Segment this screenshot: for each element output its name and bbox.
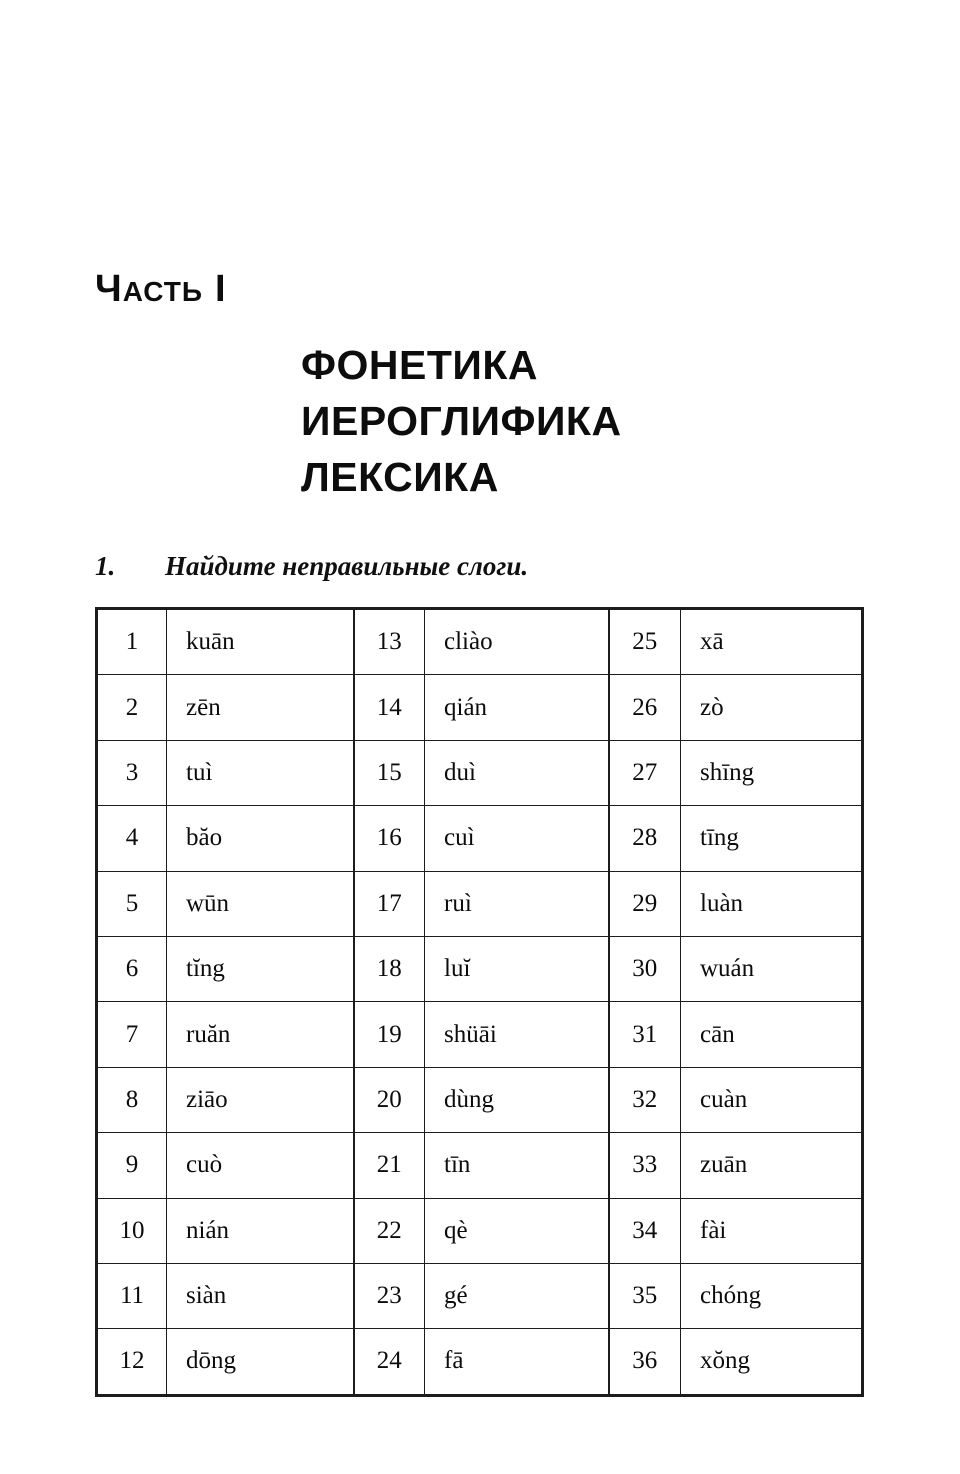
cell-number: 32 (609, 1067, 681, 1132)
cell-syllable: fā (425, 1329, 609, 1395)
cell-number: 30 (609, 936, 681, 1001)
exercise-number: 1. (95, 551, 116, 581)
cell-syllable: băo (167, 806, 354, 871)
table-row (97, 740, 863, 805)
exercise-heading (95, 551, 865, 582)
cell-number: 6 (97, 936, 167, 1001)
cell-syllable: tīn (425, 1133, 609, 1198)
cell-number: 11 (97, 1263, 167, 1328)
part-heading-numeral: I (214, 268, 227, 310)
table-row (97, 1329, 863, 1395)
cell-syllable: xŏng (681, 1329, 863, 1395)
cell-number: 29 (609, 871, 681, 936)
cell-syllable: wūn (167, 871, 354, 936)
table-row (97, 1067, 863, 1132)
cell-number: 12 (97, 1329, 167, 1395)
section-title-line-2: ИЕРОГЛИФИКА (301, 398, 622, 444)
cell-number: 25 (609, 609, 681, 675)
cell-number: 1 (97, 609, 167, 675)
table-row (97, 871, 863, 936)
cell-syllable: qián (425, 675, 609, 740)
cell-syllable: tuì (167, 740, 354, 805)
cell-number: 16 (354, 806, 425, 871)
cell-number: 10 (97, 1198, 167, 1263)
section-title-line-3: ЛЕКСИКА (301, 454, 499, 500)
cell-number: 13 (354, 609, 425, 675)
cell-syllable: ruăn (167, 1002, 354, 1067)
cell-number: 31 (609, 1002, 681, 1067)
cell-syllable: tīng (681, 806, 863, 871)
table-row (97, 1198, 863, 1263)
cell-number: 4 (97, 806, 167, 871)
part-heading-smallcaps: АСТЬ (122, 276, 203, 307)
cell-syllable: ruì (425, 871, 609, 936)
table-row (97, 609, 863, 675)
cell-syllable: shüāi (425, 1002, 609, 1067)
cell-syllable: cliào (425, 609, 609, 675)
table-row (97, 1133, 863, 1198)
syllable-table (95, 607, 864, 1397)
cell-number: 36 (609, 1329, 681, 1395)
cell-syllable: xā (681, 609, 863, 675)
cell-syllable: cuì (425, 806, 609, 871)
cell-number: 24 (354, 1329, 425, 1395)
cell-syllable: luĭ (425, 936, 609, 1001)
cell-syllable: duì (425, 740, 609, 805)
cell-number: 18 (354, 936, 425, 1001)
cell-syllable: siàn (167, 1263, 354, 1328)
cell-syllable: cuàn (681, 1067, 863, 1132)
cell-number: 34 (609, 1198, 681, 1263)
cell-syllable: gé (425, 1263, 609, 1328)
cell-number: 7 (97, 1002, 167, 1067)
cell-number: 22 (354, 1198, 425, 1263)
cell-syllable: fài (681, 1198, 863, 1263)
cell-number: 33 (609, 1133, 681, 1198)
cell-number: 35 (609, 1263, 681, 1328)
section-title-line-1: ФОНЕТИКА (301, 342, 538, 388)
cell-number: 27 (609, 740, 681, 805)
cell-syllable: zēn (167, 675, 354, 740)
cell-syllable: wuán (681, 936, 863, 1001)
cell-number: 14 (354, 675, 425, 740)
cell-syllable: chóng (681, 1263, 863, 1328)
table-row (97, 1263, 863, 1328)
exercise-instruction: Найдите неправильные слоги. (165, 551, 529, 581)
cell-number: 9 (97, 1133, 167, 1198)
cell-syllable: zuān (681, 1133, 863, 1198)
cell-syllable: dùng (425, 1067, 609, 1132)
cell-syllable: cān (681, 1002, 863, 1067)
cell-number: 21 (354, 1133, 425, 1198)
cell-number: 28 (609, 806, 681, 871)
cell-syllable: luàn (681, 871, 863, 936)
cell-syllable: tĭng (167, 936, 354, 1001)
cell-syllable: ziāo (167, 1067, 354, 1132)
cell-number: 20 (354, 1067, 425, 1132)
table-row (97, 675, 863, 740)
cell-syllable: dōng (167, 1329, 354, 1395)
syllable-table-body (97, 609, 863, 1396)
cell-syllable: shīng (681, 740, 863, 805)
cell-syllable: cuò (167, 1133, 354, 1198)
cell-syllable: qè (425, 1198, 609, 1263)
table-row (97, 806, 863, 871)
section-title (301, 337, 622, 505)
cell-number: 19 (354, 1002, 425, 1067)
part-heading (95, 268, 227, 311)
cell-syllable: kuān (167, 609, 354, 675)
cell-number: 3 (97, 740, 167, 805)
cell-syllable: nián (167, 1198, 354, 1263)
cell-syllable: zò (681, 675, 863, 740)
cell-number: 2 (97, 675, 167, 740)
cell-number: 23 (354, 1263, 425, 1328)
part-heading-initial: Ч (95, 268, 123, 310)
cell-number: 17 (354, 871, 425, 936)
cell-number: 15 (354, 740, 425, 805)
cell-number: 8 (97, 1067, 167, 1132)
table-row (97, 1002, 863, 1067)
table-row (97, 936, 863, 1001)
cell-number: 5 (97, 871, 167, 936)
cell-number: 26 (609, 675, 681, 740)
